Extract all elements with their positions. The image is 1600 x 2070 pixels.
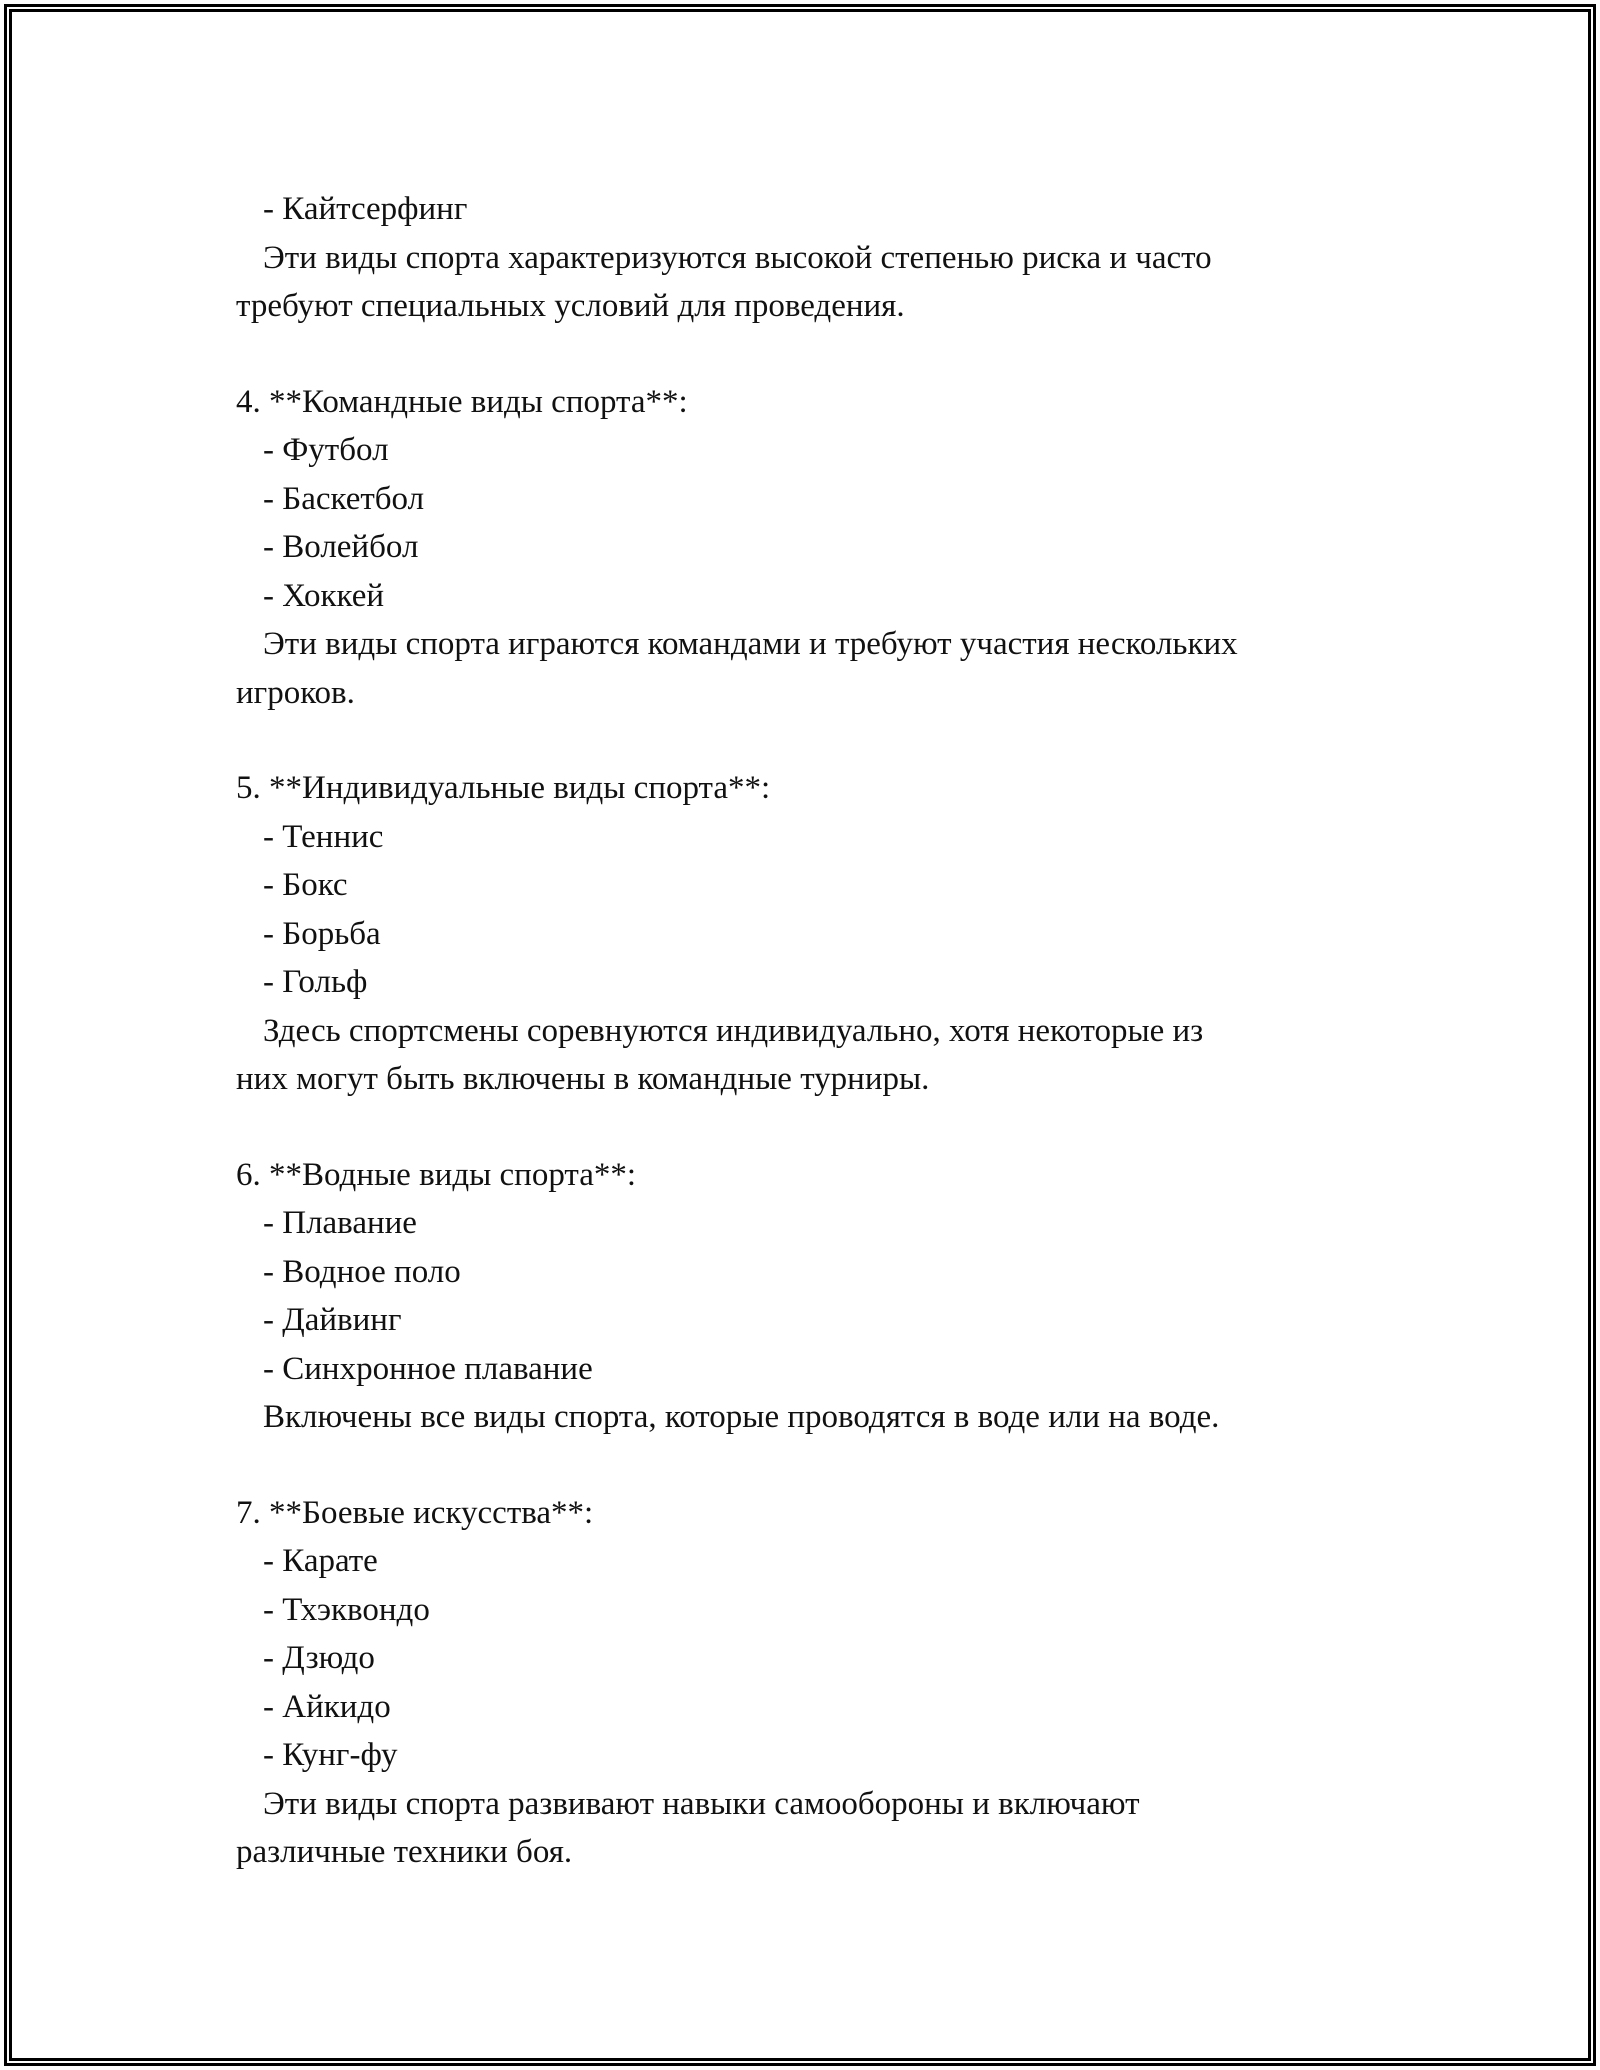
list-item: - Синхронное плавание xyxy=(263,1350,593,1387)
section-note: Эти виды спорта характеризуются высокой степенью риска и часто xyxy=(263,239,1212,276)
section-heading: 5. **Индивидуальные виды спорта**: xyxy=(236,770,771,806)
section-heading: 7. **Боевые искусства**: xyxy=(236,1494,594,1531)
list-item: - Дайвинг xyxy=(263,1302,402,1338)
list-item: - Теннис xyxy=(263,818,384,855)
list-item: - Футбол xyxy=(263,432,389,468)
list-item: - Айкидо xyxy=(263,1688,391,1725)
paragraph-gap xyxy=(236,331,1366,378)
section-note: требуют специальных условий для проведения. xyxy=(236,288,905,324)
section-note: игроков. xyxy=(236,674,355,711)
list-item: - Кайтсерфинг xyxy=(263,191,468,227)
section-note: различные техники боя. xyxy=(236,1834,573,1870)
list-item: - Дзюдо xyxy=(263,1640,375,1676)
paragraph-gap xyxy=(236,1442,1366,1489)
section-note: Эти виды спорта развивают навыки самообороны и включают xyxy=(263,1785,1140,1822)
section-note: Эти виды спорта играются командами и требуют участия нескольких xyxy=(263,626,1238,662)
list-item: - Водное поло xyxy=(263,1253,461,1290)
list-item: - Борьба xyxy=(263,915,381,952)
section-note: Включены все виды спорта, которые проводятся в воде или на воде. xyxy=(263,1399,1220,1435)
list-item: - Волейбол xyxy=(263,529,419,565)
list-item: - Хоккей xyxy=(263,577,385,614)
document-body xyxy=(236,185,1366,1877)
list-item: - Карате xyxy=(263,1543,378,1579)
section-heading: 4. **Командные виды спорта**: xyxy=(236,383,688,420)
section-note: них могут быть включены в командные турниры. xyxy=(236,1061,930,1097)
section-heading: 6. **Водные виды спорта**: xyxy=(236,1156,637,1193)
paragraph-gap xyxy=(236,717,1366,764)
list-item: - Тхэквондо xyxy=(263,1591,430,1628)
list-item: - Бокс xyxy=(263,867,348,903)
list-item: - Плавание xyxy=(263,1205,417,1241)
section-note: Здесь спортсмены соревнуются индивидуально, хотя некоторые из xyxy=(263,1012,1204,1049)
list-item: - Кунг-фу xyxy=(263,1737,398,1773)
list-item: - Гольф xyxy=(263,964,368,1000)
paragraph-gap xyxy=(236,1104,1366,1151)
list-item: - Баскетбол xyxy=(263,480,425,517)
